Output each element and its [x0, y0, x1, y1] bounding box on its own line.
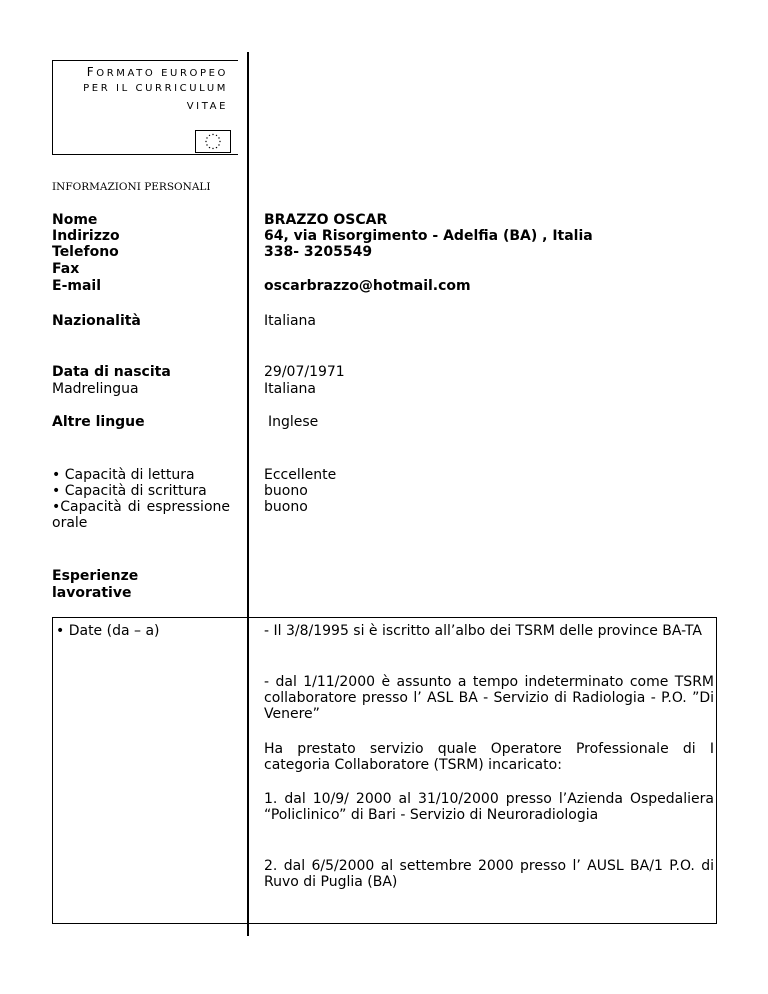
nazionalita-label: Nazionalità	[52, 313, 141, 329]
scrittura-label: • Capacità di scrittura	[52, 483, 207, 499]
experience-title-2: lavorative	[52, 585, 132, 601]
madrelingua-value: Italiana	[264, 381, 317, 397]
nascita-label: Data di nascita	[52, 364, 171, 380]
experience-paragraph-3: Ha prestato servizio quale Operatore Professionale di I categoria Collaboratore (TSRM) incaricato:	[264, 741, 714, 773]
lettura-label: • Capacità di lettura	[52, 467, 195, 483]
indirizzo-value: 64, via Risorgimento - Adelfia (BA) , Italia	[264, 228, 593, 244]
telefono-label: Telefono	[52, 244, 119, 260]
fax-label: Fax	[52, 261, 80, 277]
experience-paragraph-4: 1. dal 10/9/ 2000 al 31/10/2000 presso l’Azienda Ospedaliera “Policlinico” di Bari - Servizio di Neuroradiologia	[264, 791, 714, 823]
format-title-line-2: PER IL CURRICULUM	[83, 83, 228, 94]
indirizzo-label: Indirizzo	[52, 228, 120, 244]
nome-value: BRAZZO OSCAR	[264, 212, 388, 228]
email-value: oscarbrazzo@hotmail.com	[264, 278, 471, 294]
date-label: • Date (da – a)	[56, 623, 160, 639]
altre-lingue-value: Inglese	[268, 414, 319, 430]
telefono-value: 338- 3205549	[264, 244, 373, 260]
section-title-personal: INFORMAZIONI PERSONALI	[52, 181, 211, 193]
lettura-value: Eccellente	[264, 467, 337, 483]
experience-paragraph-2: - dal 1/11/2000 è assunto a tempo indeterminato come TSRM collaboratore presso l’ ASL BA - Servizio di Radiologia - P.O. ”Di Venere”	[264, 674, 714, 722]
orale-label: •Capacità di espressione orale	[52, 499, 230, 531]
altre-lingue-label: Altre lingue	[52, 414, 145, 430]
eu-flag-icon	[195, 130, 231, 153]
email-label: E-mail	[52, 278, 102, 294]
nazionalita-value: Italiana	[264, 313, 317, 329]
experience-paragraph-5: 2. dal 6/5/2000 al settembre 2000 presso l’ AUSL BA/1 P.O. di Ruvo di Puglia (BA)	[264, 858, 714, 890]
madrelingua-label: Madrelingua	[52, 381, 139, 397]
format-title-line-3: VITAE	[186, 101, 228, 112]
nome-label: Nome	[52, 212, 98, 228]
experience-paragraph-1: - Il 3/8/1995 si è iscritto all’albo dei TSRM delle province BA-TA	[264, 623, 702, 639]
orale-value: buono	[264, 499, 308, 515]
format-title-line-1: FORMATO EUROPEO	[86, 65, 228, 79]
eu-stars-icon	[196, 131, 230, 152]
scrittura-value: buono	[264, 483, 308, 499]
experience-title-1: Esperienze	[52, 568, 139, 584]
nascita-value: 29/07/1971	[264, 364, 345, 380]
